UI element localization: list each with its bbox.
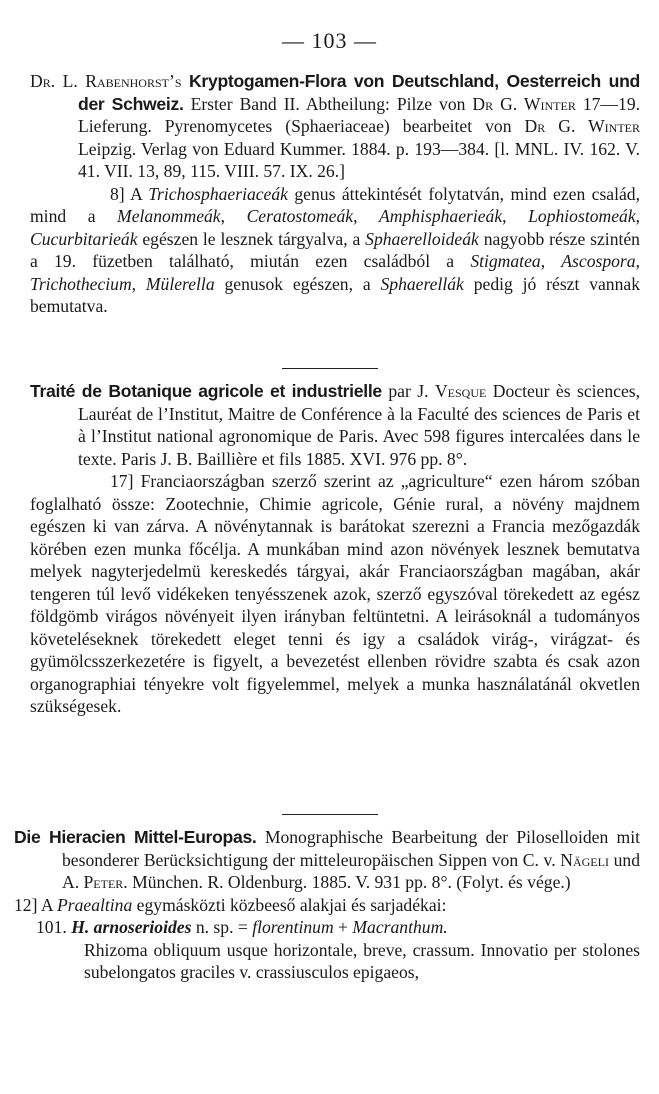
body-text: nagyobb része szintén a 19. füzetben található, miután ezen családból a (30, 228, 640, 271)
entry-1-citation (30, 70, 640, 183)
entry-1-author-prefix: Dr. L. (30, 71, 86, 91)
taxon-name: Ceratostomeák (246, 206, 354, 226)
bibliography-entry-2 (30, 380, 640, 718)
taxon-name: Trichosphaeriaceák (148, 183, 288, 204)
page-number: — 103 — (282, 28, 377, 53)
divider-1 (282, 368, 378, 369)
taxon-name: Trichothecium (30, 273, 132, 294)
entry-2-author: Vesque (434, 381, 487, 401)
entry-3-details-a: Monographische Bearbeitung der Piloselloiden mit besonderer Berücksichtigung der mitteleuropäischen Sippen von C. v. (62, 827, 640, 870)
body-text: genusok egészen, a (214, 273, 381, 294)
entry-1-body (30, 183, 640, 318)
entry-3-body-a: 12] A (14, 894, 58, 915)
entry-3-taxon: Praealtina (57, 894, 133, 915)
entry-2-by: par J. (381, 381, 435, 401)
bibliography-entry-1 (30, 70, 640, 318)
body-text: egészen le lesznek tárgyalva, a (137, 228, 366, 249)
entry-3-species (14, 916, 640, 939)
species-macranthum: Macranthum. (352, 917, 448, 937)
bibliography-entry-3 (14, 826, 640, 984)
body-text: 8] A (110, 183, 149, 204)
entry-3-details-b: und A. (62, 849, 640, 892)
taxon-name: Ascospora (561, 251, 636, 271)
entry-3-latin-description: Rhizoma obliquum usque horizontale, breve, crassum. Innovatio per stolones subelongatos graciles v. crassiusculos epigaeos, (84, 939, 640, 982)
entry-1-editor: Winter (523, 93, 576, 114)
entry-3-citation (14, 826, 640, 894)
body-text: , (220, 206, 247, 226)
taxon-name: Sphaerelloideák (365, 228, 479, 249)
divider-2 (282, 814, 378, 815)
entry-1-title: Kryptogamen-Flora von Deutschland, Oesterreich und der Schweiz. (78, 71, 640, 114)
body-text: , (502, 206, 529, 226)
taxon-name: Sphaerellák (380, 273, 464, 294)
body-text: , (540, 251, 562, 271)
entry-3-author-1: Nägeli (560, 849, 609, 870)
entry-3-title: Die Hieracien Mittel-Europas. (14, 827, 257, 847)
entry-3-author-2: Peter (83, 872, 124, 892)
entry-3-details-c: . München. R. Oldenburg. 1885. V. 931 pp. 8°. (Folyt. és vége.) (123, 872, 571, 892)
species-rest-b: + (333, 917, 353, 937)
species-rest-a: n. sp. = (191, 917, 253, 937)
taxon-name: Mülerella (145, 273, 215, 294)
species-name: H. arnoserioides (71, 917, 192, 937)
entry-2-details: Docteur ès sciences, Lauréat de l’Institut, Maitre de Conférence à la Faculté des sciences de Paris et à l’Institut national agronomique de Paris. Avec 598 figures intercalées dans le texte. Paris J. B. Baillière et fils 1885. XVI. 976 pp. 8°. (78, 381, 641, 469)
entry-1-editor2: Winter (588, 116, 640, 136)
taxon-name: Melanommeák (117, 206, 221, 226)
entry-1-editor2-prefix: Dr G. (524, 116, 589, 136)
entry-2-body: 17] Franciaországban szerző szerint az „agriculture“ ezen három szóban foglalható össze: Zootechnie, Chimie agricole, Génie rural, a növény majdnem egészen ki van zárva. A növénytannak is barátokat szerezni a Francia mezőgazdák körében ezen munka főcélja. A munkában mind azon növények lesznek bemutatva melyek nagyterjedelmü kereskedés tárgyai, akár Franciaországban magában, akár tengeren túl levő vidékeken tenyésszenek azok, szerző egyszóval törekedett az egész földgömb virágos növényeit ilyen irányban feltüntetni. A leirásoknál a tudományos követeléseknek törekedett eleget tenni és igy a családok virág-, virágzat- és gyümölcsszerkezetére is figyelt, a bevezetést ellenben rövidre szabta és csak azon organographiai tényekre volt figyelemmel, melyek a munka használatánál okvetlen szükségesek. (30, 471, 640, 716)
entry-2-title: Traité de Botanique agricole et industrielle (30, 381, 382, 401)
entry-1-editor-prefix: Dr G. (472, 93, 524, 114)
body-text: pedig jó részt vannak bemutatva. (30, 273, 640, 316)
entry-1-details-c: Leipzig. Verlag von Eduard Kummer. 1884. p. 193—384. [l. MNL. IV. 162. V. 41. VII. 13, 89, 115. VIII. 57. IX. 26.] (78, 138, 640, 181)
entry-3-body-b: egymásközti közbeeső alakjai és sarjadékai: (132, 894, 447, 915)
taxon-name: Lophiostomeák (528, 206, 636, 226)
body-text: , (131, 273, 146, 294)
body-text: , (353, 206, 380, 226)
entry-2-citation (30, 380, 640, 470)
species-number: 101. (36, 917, 72, 937)
entry-1-details-b: 17—19. Lieferung. Pyrenomycetes (Sphaeriaceae) bearbeitet von (78, 93, 641, 136)
taxon-name: Stigmatea (470, 251, 541, 271)
taxon-name: Amphisphaerieák (379, 206, 503, 226)
taxon-name: Cucurbitarieák (30, 228, 138, 249)
entry-1-details-a: Erster Band II. Abtheilung: Pilze von (183, 93, 473, 114)
body-text: , (635, 206, 641, 226)
entry-3-body (14, 894, 640, 917)
body-text: , (635, 251, 640, 271)
species-florentinum: florentinum (252, 917, 334, 937)
body-text: genus áttekintését folytatván, mind ezen család, mind a (30, 183, 641, 226)
entry-1-author: Rabenhorst’s (85, 71, 182, 91)
